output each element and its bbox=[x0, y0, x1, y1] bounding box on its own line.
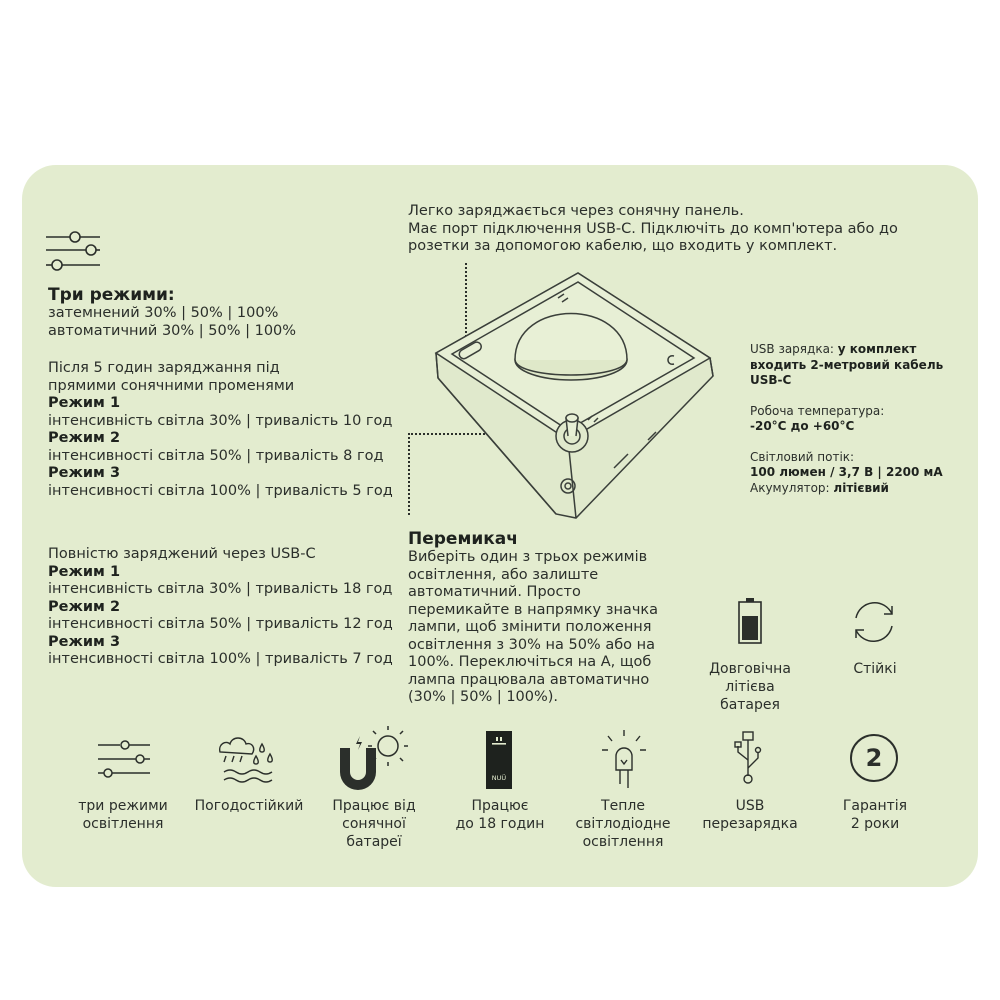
switch-title: Перемикач bbox=[408, 529, 518, 549]
spec-acc-label: Акумулятор: bbox=[750, 480, 834, 495]
device-hours-icon bbox=[486, 731, 512, 793]
usb-mode-3-title: Режим 3 bbox=[48, 633, 121, 650]
spec-usb-value-1: у комплект bbox=[837, 342, 917, 356]
spec-flux-value: 100 люмен / 3,7 В | 2200 мА bbox=[750, 465, 943, 479]
sliders-icon bbox=[98, 741, 150, 783]
charging-description-line-1: Легко заряджається через сонячну панель. bbox=[408, 203, 744, 219]
usb-intro: Повністю заряджений через USB-C bbox=[48, 546, 316, 562]
spec-acc-value: літієвий bbox=[833, 480, 889, 495]
charging-description-line-2: Має порт підключення USB-C. Підключіть до комп'ютера або до bbox=[408, 220, 898, 237]
battery-line-1: Довговічна bbox=[709, 661, 791, 677]
switch-leader-line-vertical bbox=[408, 433, 410, 515]
solar-mode-2-text: інтенсивності світла 50% | тривалість 8 год bbox=[48, 447, 384, 464]
spec-usb-value-2: входить 2-метровий кабель bbox=[750, 357, 944, 372]
feature-label-hours-line-1: Працює bbox=[471, 798, 529, 814]
feature-label-solar-line-1: Працює від bbox=[332, 798, 416, 814]
feature-label-weatherproof-line-1: Погодостійкий bbox=[194, 798, 304, 814]
feature-label-solar-line-3: батареї bbox=[346, 834, 402, 850]
feature-label-led-line-2: світлодіодне bbox=[575, 816, 671, 832]
usb-charge-block bbox=[48, 546, 398, 669]
spec-usb bbox=[750, 342, 965, 358]
solar-mode-2-title: Режим 2 bbox=[48, 430, 121, 446]
led-bulb-icon bbox=[600, 730, 648, 794]
battery-icon bbox=[738, 598, 762, 648]
feature-label-usb bbox=[690, 797, 810, 833]
cycle-arrows-icon bbox=[848, 598, 900, 650]
device-brand-text: NUÜ bbox=[491, 774, 507, 782]
modes-dimmed: затемнений 30% | 50% | 100% bbox=[48, 305, 279, 321]
solar-lamp-device-illustration bbox=[428, 268, 720, 528]
battery-line-2: літієва bbox=[725, 679, 775, 695]
feature-label-modes-line-1: три режими bbox=[78, 798, 168, 814]
feature-label-modes-line-2: освітлення bbox=[82, 816, 164, 832]
feature-label-warranty bbox=[816, 797, 934, 833]
feature-label-led-line-1: Тепле bbox=[601, 798, 645, 814]
specs-block bbox=[750, 342, 965, 496]
spec-usb-value-3: USB-C bbox=[750, 373, 792, 387]
modes-block bbox=[48, 285, 388, 340]
warranty-icon bbox=[850, 734, 898, 782]
spec-usb-label: USB зарядка: bbox=[750, 342, 838, 356]
feature-label-usb-line-1: USB bbox=[735, 798, 765, 814]
weather-icon bbox=[216, 732, 282, 788]
charging-description bbox=[408, 203, 928, 256]
switch-line-3: автоматичний. Просто bbox=[408, 584, 581, 600]
solar-intro-line-2: прямими сонячними променями bbox=[48, 377, 295, 394]
feature-label-weatherproof bbox=[186, 797, 312, 815]
switch-block bbox=[408, 529, 708, 707]
battery-line-3: батарея bbox=[720, 697, 780, 713]
feature-label-solar-line-2: сонячної bbox=[342, 816, 406, 832]
usb-mode-1-title: Режим 1 bbox=[48, 563, 121, 580]
spec-accumulator bbox=[750, 481, 965, 497]
sliders-icon bbox=[46, 232, 102, 276]
switch-line-8: лампа працювала автоматично bbox=[408, 671, 650, 688]
solar-mode-1-text: інтенсивність світла 30% | тривалість 10 год bbox=[48, 412, 393, 429]
usb-mode-2-title: Режим 2 bbox=[48, 598, 121, 615]
switch-line-1: Виберіть один з трьох режимів bbox=[408, 549, 648, 565]
battery-feature-label bbox=[690, 660, 810, 714]
feature-label-led bbox=[558, 797, 688, 851]
usb-icon bbox=[734, 732, 762, 788]
modes-automatic: автоматичний 30% | 50% | 100% bbox=[48, 322, 297, 339]
feature-label-solar bbox=[314, 797, 434, 851]
usb-mode-3-text: інтенсивності світла 100% | тривалість 7 год bbox=[48, 651, 393, 667]
switch-line-2: освітлення, або залиште bbox=[408, 566, 599, 583]
switch-line-9: (30% | 50% | 100%). bbox=[408, 689, 559, 705]
charging-description-line-3: розетки за допомогою кабелю, що входить у комплект. bbox=[408, 238, 838, 254]
feature-label-usb-line-2: перезарядка bbox=[702, 816, 798, 832]
spec-temp-value: -20°C до +60°C bbox=[750, 419, 855, 433]
switch-line-4: перемикайте в напрямку значка bbox=[408, 601, 659, 618]
solar-mode-3-text: інтенсивності світла 100% | тривалість 5 год bbox=[48, 482, 393, 499]
solar-mode-3-title: Режим 3 bbox=[48, 465, 121, 481]
spec-flux-label: Світловий потік: bbox=[750, 449, 855, 464]
solar-charge-block bbox=[48, 360, 398, 500]
feature-label-modes bbox=[58, 797, 188, 833]
spec-temp-label: Робоча температура: bbox=[750, 403, 885, 418]
warranty-number: 2 bbox=[865, 744, 883, 772]
switch-line-7: 100%. Переключіться на А, щоб bbox=[408, 654, 652, 670]
switch-line-5: лампи, щоб змінити положення bbox=[408, 619, 652, 635]
usb-mode-2-text: інтенсивності світла 50% | тривалість 12 год bbox=[48, 616, 393, 632]
durable-feature-label: Стійкі bbox=[853, 661, 897, 677]
switch-line-6: освітлення з 30% на 50% або на bbox=[408, 636, 655, 653]
usb-mode-1-text: інтенсивність світла 30% | тривалість 18 год bbox=[48, 581, 393, 597]
solar-magnet-icon bbox=[338, 726, 408, 794]
feature-label-hours bbox=[440, 797, 560, 833]
modes-title: Три режими: bbox=[48, 285, 175, 305]
feature-label-hours-line-2: до 18 годин bbox=[455, 816, 545, 832]
solar-intro-line-1: Після 5 годин заряджання під bbox=[48, 360, 280, 376]
feature-label-led-line-3: освітлення bbox=[582, 834, 664, 850]
solar-mode-1-title: Режим 1 bbox=[48, 395, 121, 411]
feature-label-warranty-line-2: 2 роки bbox=[850, 816, 900, 832]
feature-label-warranty-line-1: Гарантія bbox=[842, 798, 908, 814]
